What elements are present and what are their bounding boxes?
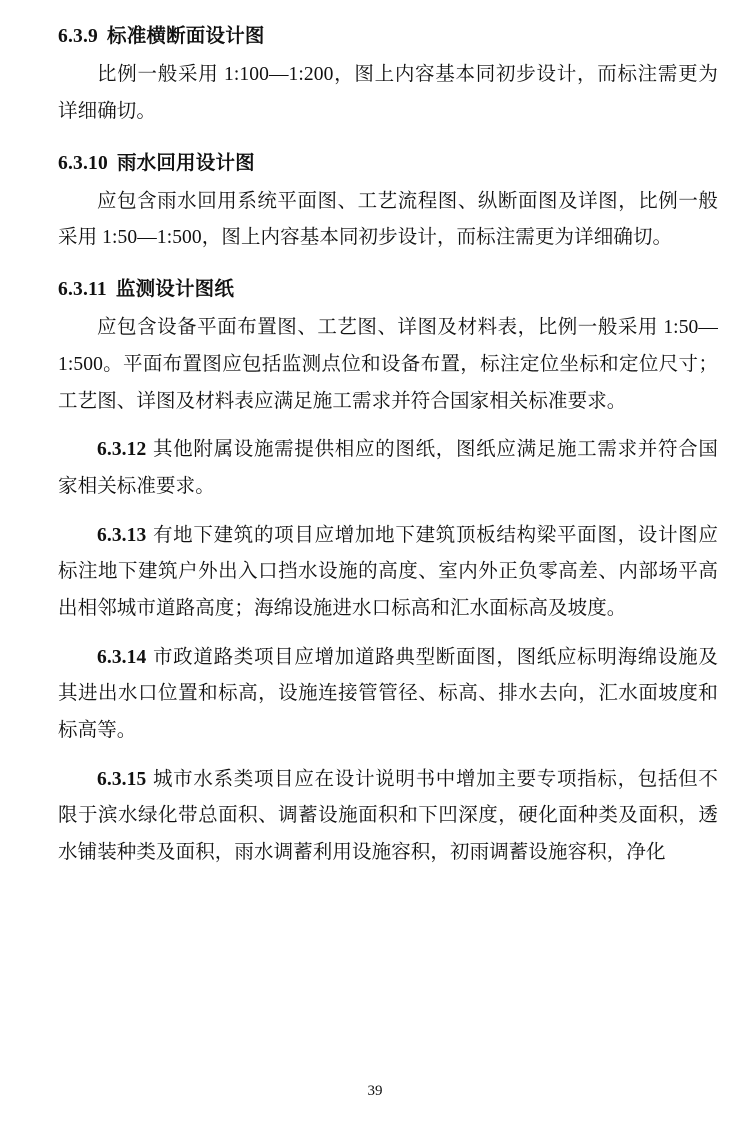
paragraph-6-3-9: 比例一般采用 1:100—1:200，图上内容基本同初步设计，而标注需更为详细确切。 xyxy=(58,64,718,122)
clause-number: 6.3.14 xyxy=(97,646,147,668)
page-content xyxy=(58,22,718,872)
clause-number: 6.3.12 xyxy=(97,439,147,461)
section-heading-6-3-10 xyxy=(58,149,718,178)
paragraph-6-3-15 xyxy=(58,762,718,872)
clause-text: 有地下建筑的项目应增加地下建筑顶板结构梁平面图，设计图应标注地下建筑户外出入口挡水设施的高度、室内外正负零高差、内部场平高出相邻城市道路高度；海绵设施进水口标高和汇水面标高及坡度。 xyxy=(58,524,718,619)
spacer xyxy=(58,139,718,149)
clause-text: 其他附属设施需提供相应的图纸，图纸应满足施工需求并符合国家相关标准要求。 xyxy=(58,439,718,497)
clause-number: 6.3.13 xyxy=(97,524,147,546)
section-title: 监测设计图纸 xyxy=(115,279,235,301)
spacer xyxy=(58,265,718,275)
section-heading-6-3-11 xyxy=(58,275,718,304)
clause-text: 城市水系类项目应在设计说明书中增加主要专项指标，包括但不限于滨水绿化带总面积、调蓄设施面积和下凹深度，硬化面种类及面积，透水铺装种类及面积，雨水调蓄利用设施容积，初雨调蓄设施容积，净化 xyxy=(58,768,718,863)
paragraph-6-3-14 xyxy=(58,640,718,750)
section-number: 6.3.11 xyxy=(58,279,107,301)
page-number: 39 xyxy=(367,1083,383,1099)
section-title: 雨水回用设计图 xyxy=(116,152,255,174)
section-number: 6.3.10 xyxy=(58,152,108,174)
section-title: 标准横断面设计图 xyxy=(107,26,265,47)
clause-number: 6.3.15 xyxy=(97,768,147,790)
paragraph-6-3-13 xyxy=(58,518,718,628)
section-heading-6-3-9 xyxy=(58,22,718,51)
clause-text: 市政道路类项目应增加道路典型断面图，图纸应标明海绵设施及其进出水口位置和标高，设施连接管管径、标高、排水去向，汇水面坡度和标高等。 xyxy=(58,646,718,741)
paragraph-6-3-12 xyxy=(58,432,718,505)
section-number: 6.3.9 xyxy=(58,26,98,47)
paragraph-6-3-11: 应包含设备平面布置图、工艺图、详图及材料表，比例一般采用 1:50—1:500。平面布置图应包括监测点位和设备布置，标注定位坐标和定位尺寸；工艺图、详图及材料表应满足施工需求并符合国家相关标准要求。 xyxy=(58,317,718,412)
paragraph-6-3-10: 应包含雨水回用系统平面图、工艺流程图、纵断面图及详图，比例一般采用 1:50—1:500，图上内容基本同初步设计，而标注需更为详细确切。 xyxy=(58,190,718,249)
